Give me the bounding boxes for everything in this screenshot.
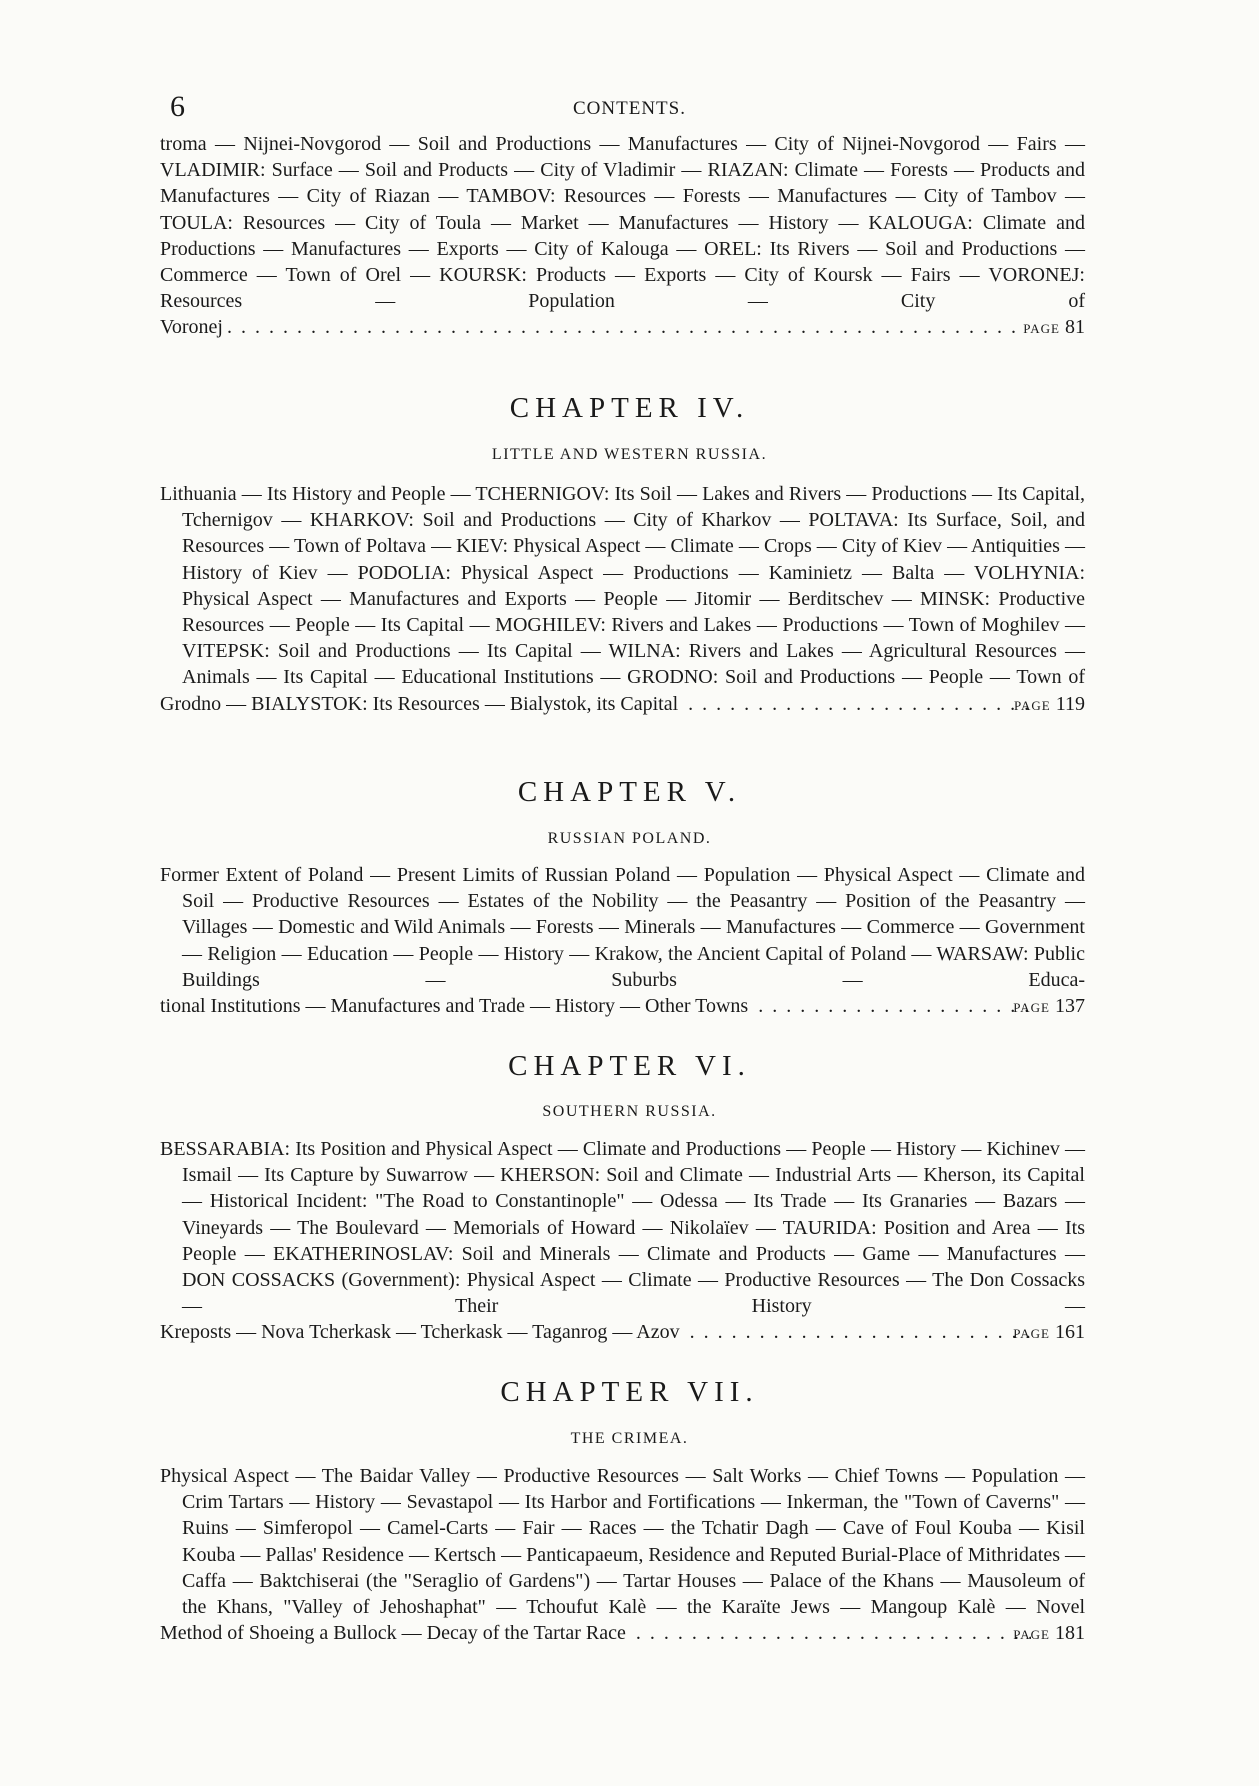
dot-leader — [630, 1620, 1031, 1646]
running-head: CONTENTS. — [573, 98, 686, 119]
chapter-vii-contents — [160, 1463, 1085, 1648]
entry-body: troma — Nijnei-Novgorod — Soil and Productions — Manufactures — City of Nijnei-Novgorod — Fairs — VLADIMIR: Surface — Soil and Products — City of Vladimir — RIAZAN: Climate — Forests — Products and Manufactures — City of Riazan — TAMBOV: Resources — Forests — Manufactures — City of Tambov — TOULA: Resources — City of Toula — Market — Manufactures — History — KALOUGA: Climate and Productions — Manufactures — Exports — City of Kalouga — OREL: Its Rivers — Soil and Productions — Commerce — Town of Orel — KOURSK: Products — Exports — City of Koursk — Fairs — VORONEJ: Resources — Population — City of — [160, 133, 1085, 313]
entry-last-line: Voronej — [160, 316, 223, 339]
entry-last-line: Kreposts — Nova Tcherkask — Tcherkask — Taganrog — Azov — [160, 1321, 680, 1344]
page-reference: PAGE 119 — [1013, 692, 1085, 715]
chapter-vi-contents — [160, 1136, 1085, 1348]
entry-body: Lithuania — Its History and People — TCHERNIGOV: Its Soil — Lakes and Rivers — Productions — Its Capital, Tchernigov — KHARKOV: Soil and Productions — City of Kharkov — POLTAVA: Its Surface, Soil, and Resources — Town of Poltava — KIEV: Physical Aspect — Climate — Crops — City of Kiev — Antiquities — History of Kiev — PODOLIA: Physical Aspect — Productions — Kaminietz — Balta — VOLHYNIA: Physical Aspect — Manufactures and Exports — People — Jitomir — Berditschev — MINSK: Productive Resources — People — Its Capital — MOGHILEV: Rivers and Lakes — Productions — Town of Moghilev — VITEPSK: Soil and Productions — Its Capital — WILNA: Rivers and Lakes — Agricultural Resources — Animals — Its Capital — Educational Institutions — GRODNO: Soil and Productions — People — Town of — [160, 483, 1085, 689]
dot-leader — [752, 993, 1031, 1019]
dot-leader — [682, 691, 1032, 717]
chapter-subtitle: RUSSIAN POLAND. — [547, 830, 712, 847]
page-reference: PAGE 161 — [1013, 1321, 1085, 1344]
chapter-iv-contents — [160, 481, 1085, 719]
entry-last-line: Method of Shoeing a Bullock — Decay of the Tartar Race — [160, 1622, 626, 1645]
entry-body: Former Extent of Poland — Present Limits of Russian Poland — Population — Physical Aspect — Climate and Soil — Productive Resources — Estates of the Nobility — the Peasantry — Position of the Peasantry — Villages — Domestic and Wild Animals — Forests — Minerals — Manufactures — Commerce — Government — Religion — Education — People — History — Krakow, the Ancient Capital of Poland — WARSAW: Public Buildings — Suburbs — Educa- — [160, 864, 1085, 991]
dot-leader — [684, 1319, 1032, 1345]
page-reference: PAGE 181 — [1013, 1622, 1085, 1645]
chapter-subtitle: LITTLE AND WESTERN RUSSIA. — [491, 446, 768, 463]
chapter-v-contents — [160, 862, 1085, 1021]
entry-last-line: Grodno — BIALYSTOK: Its Resources — Bialystok, its Capital — [160, 692, 679, 715]
chapter-subtitle: THE CRIMEA. — [570, 1430, 689, 1447]
entry-body: BESSARABIA: Its Position and Physical Aspect — Climate and Productions — People — History — Kichinev — Ismail — Its Capture by Suwarrow — KHERSON: Soil and Climate — Industrial Arts — Kherson, its Capital — Historical Incident: "The Road to Constantinople" — Odessa — Its Trade — Its Granaries — Bazars — Vineyards — The Boulevard — Memorials of Howard — Nikolaïev — TAURIDA: Position and Area — Its People — EKATHERINOSLAV: Soil and Minerals — Climate and Products — Game — Manufactures — DON COSSACKS (Government): Physical Aspect — Climate — Productive Resources — The Don Cossacks — Their History — — [160, 1138, 1085, 1318]
toc-entry — [160, 131, 1085, 343]
page-reference: PAGE 81 — [1023, 316, 1085, 339]
chapter-iii-continuation — [160, 131, 1085, 343]
chapter-title: CHAPTER V. — [517, 776, 742, 808]
entry-last-line: tional Institutions — Manufactures and Trade — History — Other Towns — [160, 995, 749, 1018]
toc-entry — [160, 481, 1085, 719]
page-reference: PAGE 137 — [1013, 995, 1085, 1018]
page-number: 6 — [170, 90, 185, 123]
entry-body: Physical Aspect — The Baidar Valley — Productive Resources — Salt Works — Chief Towns — Population — Crim Tartars — History — Sevastapol — Its Harbor and Fortifications — Inkerman, the "Town of Caverns" — Ruins — Simferopol — Camel-Carts — Fair — Races — the Tchatir Dagh — Cave of Foul Kouba — Kisil Kouba — Pallas' Residence — Kertsch — Panticapaeum, Residence and Reputed Burial-Place of Mithridates — Caffa — Baktchiserai (the "Seraglio of Gardens") — Tartar Houses — Palace of the Khans — Mausoleum of the Khans, "Valley of Jehoshaphat" — Tchoufut Kalè — the Karaïte Jews — Mangoup Kalè — Novel — [160, 1465, 1085, 1619]
toc-entry — [160, 1463, 1085, 1648]
chapter-title: CHAPTER VII. — [500, 1376, 759, 1408]
chapter-subtitle: SOUTHERN RUSSIA. — [542, 1103, 717, 1120]
dot-leader — [227, 314, 1019, 340]
toc-entry — [160, 1136, 1085, 1348]
chapter-title: CHAPTER VI. — [508, 1050, 751, 1082]
toc-entry — [160, 862, 1085, 1021]
chapter-title: CHAPTER IV. — [509, 392, 750, 424]
